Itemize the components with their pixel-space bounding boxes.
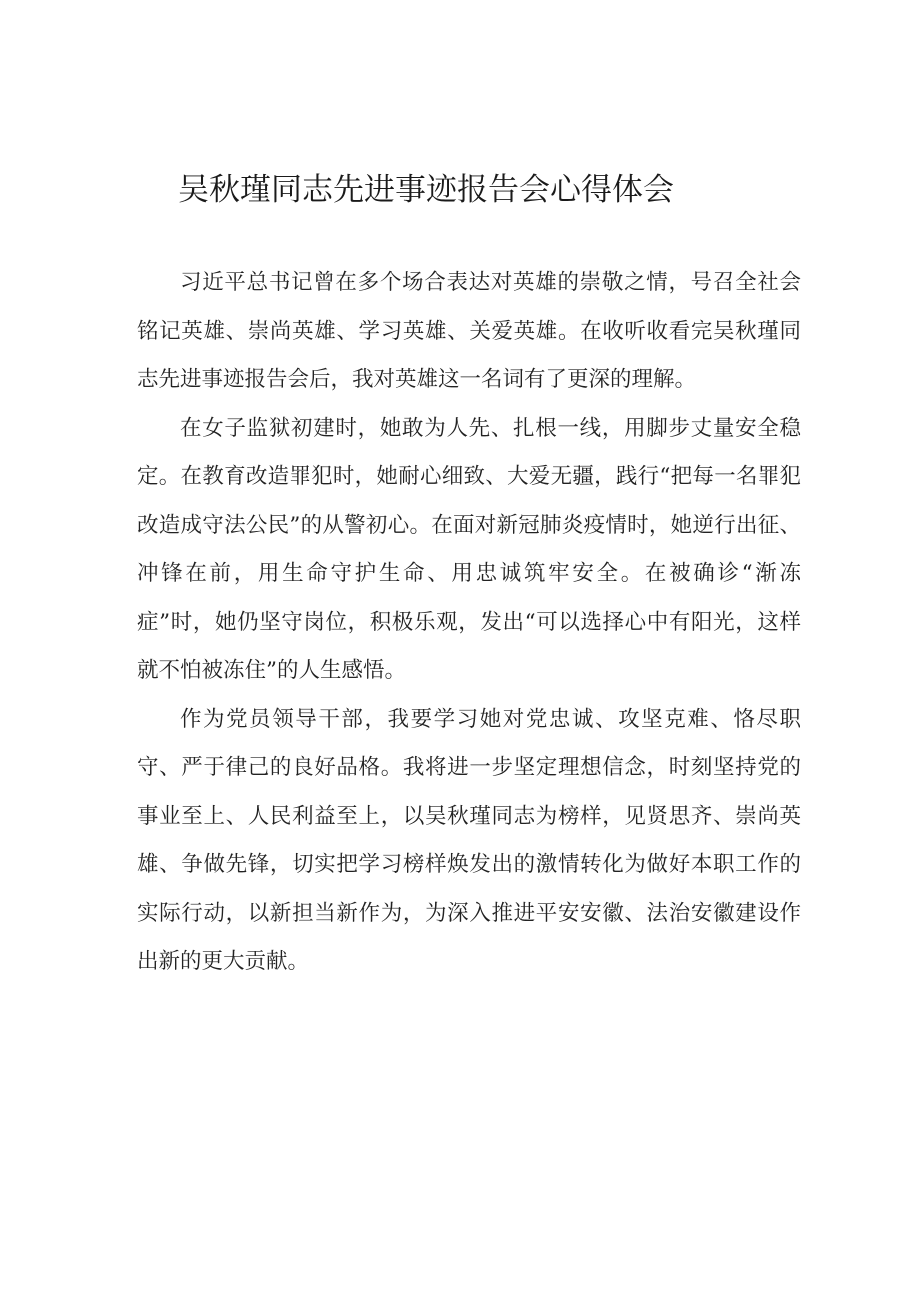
document-body <box>137 259 801 987</box>
paragraph-2: 在女子监狱初建时，她敢为人先、扎根一线，用脚步丈量安全稳定。在教育改造罪犯时，她耐心细致、大爱无疆，践行“把每一名罪犯改造成守法公民”的从警初心。在面对新冠肺炎疫情时，她逆行出征、冲锋在前，用生命守护生命、用忠诚筑牢安全。在被确诊“渐冻症”时，她仍坚守岗位，积极乐观，发出“可以选择心中有阳光，这样就不怕被冻住”的人生感悟。 <box>137 415 801 683</box>
paragraph-1: 习近平总书记曾在多个场合表达对英雄的崇敬之情，号召全社会铭记英雄、崇尚英雄、学习英雄、关爱英雄。在收听收看完吴秋瑾同志先进事迹报告会后，我对英雄这一名词有了更深的理解。 <box>137 270 801 392</box>
document-title: 吴秋瑾同志先进事迹报告会心得体会 <box>178 172 674 208</box>
paragraph-3: 作为党员领导干部，我要学习她对党忠诚、攻坚克难、恪尽职守、严于律己的良好品格。我将进一步坚定理想信念，时刻坚持党的事业至上、人民利益至上，以吴秋瑾同志为榜样，见贤思齐、崇尚英雄、争做先锋，切实把学习榜样焕发出的激情转化为做好本职工作的实际行动，以新担当新作为，为深入推进平安安徽、法治安徽建设作出新的更大贡献。 <box>137 706 801 974</box>
